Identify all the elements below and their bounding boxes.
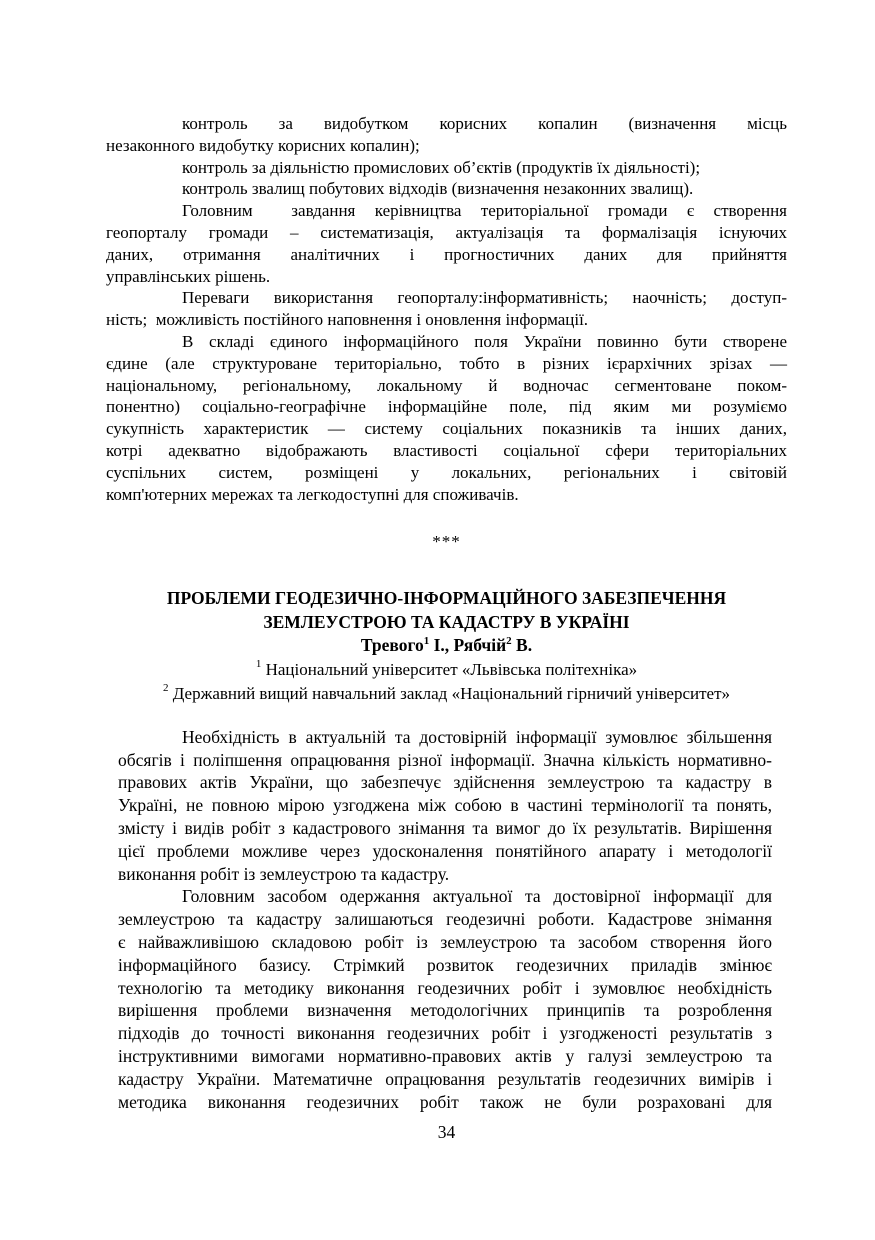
paragraph xyxy=(106,178,787,200)
article-header xyxy=(106,587,787,706)
text-line: методика виконання геодезичних робіт також не були розраховані для xyxy=(118,1091,772,1112)
text-line: контроль за видобутком корисних копалин (визначення місць xyxy=(182,114,787,133)
paragraph xyxy=(106,331,787,505)
text-line: цієї проблеми можливе через удосконалення понятійного апарату і методології xyxy=(118,840,772,861)
superscript-marker: 2 xyxy=(506,634,512,647)
affiliation-line: $^1$ Національний університет «Львівська політехніка» xyxy=(255,658,638,679)
title-line: ЗЕМЛЕУСТРОЮ ТА КАДАСТРУ В УКРАЇНІ xyxy=(263,611,630,632)
text-line: обсягів і поліпшення опрацювання різної інформації. Значна кількість нормативно- xyxy=(118,749,772,770)
text-line: вирішення проблеми визначення методологічних принципів та розроблення xyxy=(118,1000,772,1021)
text-line: Україні, не повною мірою узгоджена між собою в частині термінології та понять, xyxy=(118,795,772,816)
title-line: ПРОБЛЕМИ ГЕОДЕЗИЧНО-ІНФОРМАЦІЙНОГО ЗАБЕЗПЕЧЕННЯ xyxy=(166,588,727,609)
page-content xyxy=(106,113,787,1113)
text-line: ність; можливість постійного наповнення і оновлення інформації. xyxy=(106,310,589,330)
superscript-marker: 1 xyxy=(255,658,262,671)
text-line: кадастру України. Математичне опрацювання результатів геодезичних вимірів і xyxy=(118,1068,772,1089)
text-line: комп'ютерних мережах та легкодоступні для споживачів. xyxy=(106,484,519,504)
text-line: сукупність характеристик — систему соціальних показників та інших даних, xyxy=(106,419,787,439)
paragraph xyxy=(118,726,772,886)
text-line: контроль звалищ побутових відходів (визначення незаконних звалищ). xyxy=(182,179,694,199)
text-line: інформаційного базису. Стрімкий розвиток геодезичних приладів змінює xyxy=(118,954,772,975)
text-line: правових актів України, що забезпечує здійснення землеустрою та кадастру в xyxy=(118,772,772,793)
text-line: Необхідність в актуальній та достовірній інформації зумовлює збільшення xyxy=(182,726,772,747)
text-line: управлінських рішень. xyxy=(106,266,271,286)
paragraph xyxy=(106,157,787,179)
text-line: незаконного видобутку корисних копалин); xyxy=(106,135,420,155)
previous-abstract-continuation xyxy=(106,113,787,505)
text-line: Головним засобом одержання актуальної та достовірної інформації для xyxy=(182,886,772,907)
text-line: виконання робіт із землеустрою та кадастру. xyxy=(118,863,450,884)
paragraph xyxy=(118,885,772,1113)
affiliation-line: $^2$ Державний вищий навчальний заклад «Національний гірничий університет» xyxy=(162,682,731,703)
text-line: геопорталу громади – систематизація, актуалізація та формалізація існуючих xyxy=(106,222,787,242)
article-authors: Тревого$^1$ І., Рябчій$^2$ В. xyxy=(360,634,533,656)
text-line: є найважливішою складовою робіт із землеустрою та засобом створення його xyxy=(118,932,772,953)
text-line: змісту і видів робіт з кадастрового знімання та вимог до їх результатів. Вирішення xyxy=(118,818,772,839)
paragraph xyxy=(106,113,787,157)
text-line: землеустрою та кадастру залишаються геодезичні роботи. Кадастрове знімання xyxy=(118,909,772,930)
article-body xyxy=(106,726,772,1114)
superscript-marker: 1 xyxy=(423,634,430,647)
text-line: підходів до точності виконання геодезичних робіт і узгодженості результатів з xyxy=(118,1023,772,1044)
page-number: 34 xyxy=(437,1122,456,1142)
article-affiliations xyxy=(106,658,787,706)
text-line: інструктивними вимогами нормативно-правових актів у галузі землеустрою та xyxy=(118,1046,772,1066)
superscript-marker: 2 xyxy=(162,682,169,695)
text-line: Переваги використання геопорталу:інформативність; наочність; доступ- xyxy=(182,288,787,308)
text-line: даних, отримання аналітичних і прогностичних даних для прийняття xyxy=(106,244,787,264)
text-line: понентно) соціально-географічне інформаційне поле, під яким ми розуміємо xyxy=(106,397,787,417)
text-line: В складі єдиного інформаційного поля України повинно бути створене xyxy=(182,331,787,351)
text-line: контроль за діяльністю промислових об’єктів (продуктів їх діяльності); xyxy=(182,157,701,177)
paragraph xyxy=(106,287,787,331)
text-line: Головним завдання керівництва територіальної громади є створення xyxy=(182,201,787,221)
text-line: національному, регіональному, локальному й водночас сегментоване поком- xyxy=(106,375,787,395)
text-line: технологію та методику виконання геодезичних робіт і зумовлює необхідність xyxy=(118,977,772,998)
section-separator: *** xyxy=(432,532,461,552)
text-line: котрі адекватно відображають властивості соціальної сфери територіальних xyxy=(106,440,787,460)
text-line: єдине (але структуроване територіально, тобто в різних ієрархічних зрізах — xyxy=(106,353,787,373)
text-line: суспільних систем, розміщені у локальних, регіональних і світовій xyxy=(106,462,787,482)
article-title xyxy=(106,587,787,634)
paragraph xyxy=(106,200,787,287)
